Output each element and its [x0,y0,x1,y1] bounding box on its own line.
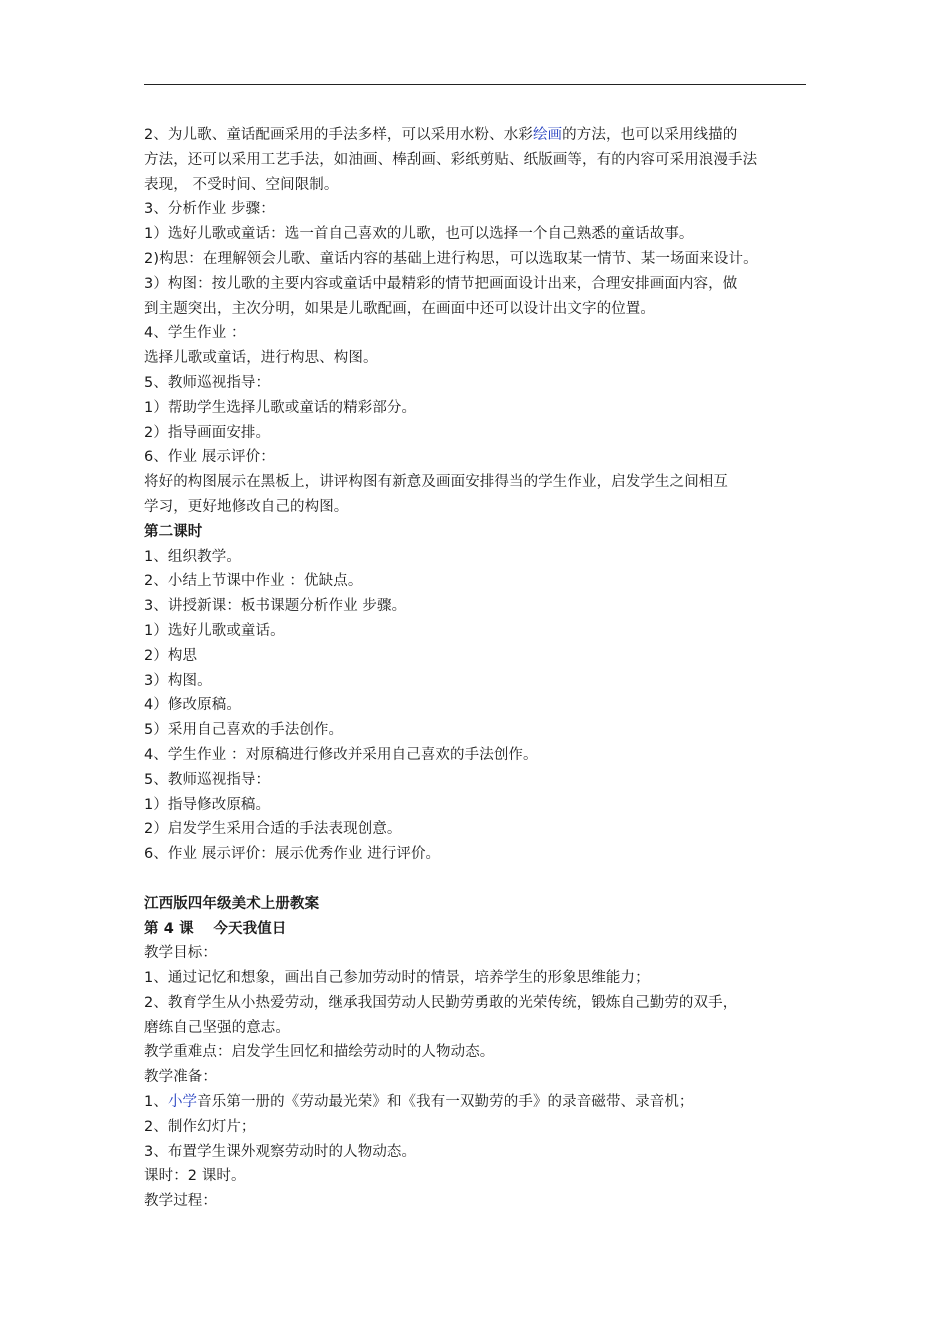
text-line: 6、作业 展示评价：展示优秀作业 进行评价。 [144,846,441,863]
document-body [144,123,824,1214]
text-line: 5）采用自己喜欢的手法创作。 [144,722,344,739]
link-primary-school[interactable]: 小学 [167,1094,198,1111]
text-line: 3、布置学生课外观察劳动时的人物动态。 [144,1143,417,1160]
step-heading: 4、学生作业 ： [144,325,246,342]
text-line: 1）帮助学生选择儿歌或童话的精彩部分。 [144,399,417,416]
text-line: 2)构思：在理解领会儿歌、童话内容的基础上进行构思，可以选取某一情节、某一场面来设计。 [144,250,758,267]
text-line: 1、通过记忆和想象，画出自己参加劳动时的情景，培养学生的形象思维能力； [144,970,650,987]
text-line: 到主题突出，主次分明，如果是儿歌配画，在画面中还可以设计出文字的位置。 [144,300,655,317]
text-line: 表现， 不受时间、空间限制。 [144,176,339,193]
step-heading: 3、分析作业 步骤： [144,201,275,218]
blank-line [144,867,824,892]
text-line: 选择儿歌或童话，进行构思、构图。 [144,350,378,367]
text-line: 磨练自己坚强的意志。 [144,1019,290,1036]
text-line: 2、小结上节课中作业 ：优缺点。 [144,573,363,590]
text-line: 3）构图。 [144,672,212,689]
step-heading: 6、作业 展示评价： [144,449,275,466]
text-line: 课时：2 课时。 [144,1168,246,1185]
text-line: 4、学生作业 ：对原稿进行修改并采用自己喜欢的手法创作。 [144,746,538,763]
text-line: 将好的构图展示在黑板上，讲评构图有新意及画面安排得当的学生作业，启发学生之间相互 [144,474,728,491]
link-painting[interactable]: 绘画 [532,127,563,143]
document-title: 江西版四年级美术上册教案 [144,895,320,912]
text-line: 2）指导画面安排。 [144,424,271,441]
text-line: 教学过程： [144,1193,217,1210]
text-line: 教学准备： [144,1069,217,1086]
text-line: 1）指导修改原稿。 [144,796,271,813]
section-heading-second-lesson: 第二课时 [144,523,203,540]
text-line: 方法，还可以采用工艺手法，如油画、棒刮画、彩纸剪贴、纸版画等，有的内容可采用浪漫手法 [144,151,758,168]
text-line: 教学目标： [144,945,217,962]
text-line: 2、教育学生从小热爱劳动，继承我国劳动人民勤劳勇敢的光荣传统，锻炼自己勤劳的双手， [144,994,738,1011]
text-line: 1）选好儿歌或童话：选一首自己喜欢的儿歌，也可以选择一个自己熟悉的童话故事。 [144,226,694,243]
header-rule [144,84,806,85]
text-line: 2、为儿歌、童话配画采用的手法多样，可以采用水粉、水彩绘画的方法，也可以采用线描的 [144,127,738,143]
text-line: 2、制作幻灯片； [144,1118,256,1135]
step-heading: 5、教师巡视指导： [144,374,271,391]
text-line: 3、讲授新课：板书课题分析作业 步骤。 [144,598,407,615]
text-line: 2）构思 [144,647,198,664]
text-line: 教学重难点：启发学生回忆和描绘劳动时的人物动态。 [144,1044,495,1061]
text-line: 3）构图：按儿歌的主要内容或童话中最精彩的情节把画面设计出来，合理安排画面内容，做 [144,275,738,292]
text-line: 1、组织教学。 [144,548,241,565]
text-line: 5、教师巡视指导： [144,771,271,788]
text-line: 1）选好儿歌或童话。 [144,622,285,639]
text-line: 4）修改原稿。 [144,697,241,714]
text-line: 2）启发学生采用合适的手法表现创意。 [144,821,402,838]
lesson-title: 第 4 课 今天我值日 [144,920,287,937]
text-line: 学习，更好地修改自己的构图。 [144,498,349,515]
text-line: 1、小学音乐第一册的《劳动最光荣》和《我有一双勤劳的手》的录音磁带、录音机； [144,1094,694,1111]
